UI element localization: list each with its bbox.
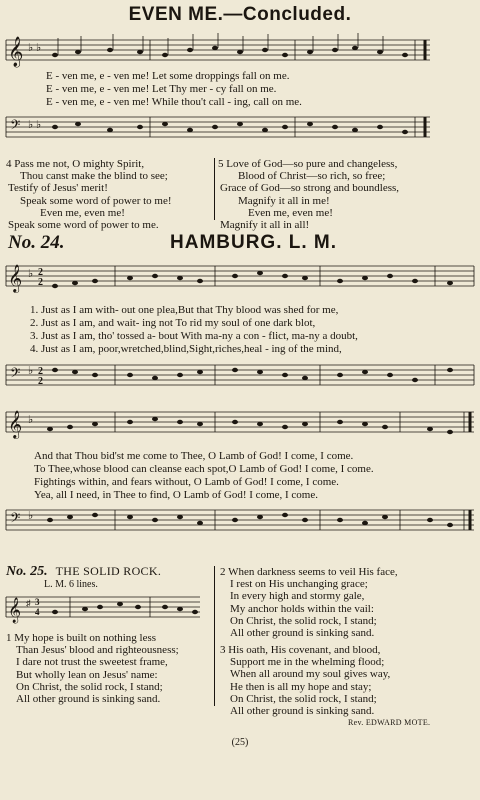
lyric-a-line-3: 3. Just as I am, tho' tossed a- bout With ma-ny a con - flict, ma-ny a doubt, [30,330,358,342]
hymn-number-25: No. 25. [6,564,48,579]
verse-number: 2 [220,566,226,578]
verse-number: 5 [218,158,224,170]
svg-text:𝄞: 𝄞 [8,597,22,622]
svg-text:♭: ♭ [28,510,34,522]
verse-4: 4 Pass me not, O mighty Spirit, Thou canst make the blind to see; Testify of Jesus' merit! Speak some word of power to me! Even me, even me! Speak some word of power to me. [6,158,172,232]
svg-text:𝄢: 𝄢 [10,367,21,384]
lyric-line-1: E - ven me, e - ven me! Let some droppings fall on me. [46,70,290,82]
lyric-a-line-2: 2. Just as I am, and wait- ing not To rid my soul of one dark blot, [30,317,316,329]
svg-text:𝄞: 𝄞 [8,412,23,438]
column-divider-2 [214,566,215,706]
staff-bass-hamburg-1 [0,360,480,400]
page-number: (25) [231,737,249,748]
svg-text:♭ ♭: ♭ ♭ [28,42,42,54]
hymn-heading-25 [6,562,161,580]
svg-text:4: 4 [35,607,40,617]
staff-treble-hamburg-1 [0,258,480,308]
staff-bass-even-me [0,112,480,152]
lyric-line-3: E - ven me, e - ven me! While thou't call - ing, call on me. [46,96,302,108]
staff-treble-solid-rock [0,592,210,632]
lyric-b-line-1: And that Thou bid'st me come to Thee, O Lamb of God! I come, I come. [34,450,354,462]
verse-number: 4 [6,158,12,170]
lyric-b-line-3: Fightings within, and fears without, O Lamb of God! I come, I come. [34,476,339,488]
svg-text:2: 2 [38,376,43,387]
verse-number: 1 [6,632,12,644]
svg-text:𝄞: 𝄞 [8,37,24,67]
hymn-title-even-me: EVEN ME.—Concluded. [128,4,352,25]
hymn-meter: L. M. 6 lines. [44,579,98,590]
svg-text:♭: ♭ [28,365,34,377]
column-divider [214,158,215,220]
hymn-number-24: No. 24. [8,232,65,253]
hymn-author: Rev. EDWARD MOTE. [348,718,431,727]
lyric-line-2: E - ven me, e - ven me! Let Thy mer - cy fall on me. [46,83,277,95]
lyric-a-line-4: 4. Just as I am, poor,wretched,blind,Sight,riches,heal - ing of the mind, [30,343,342,355]
lyric-b-line-2: To Thee,whose blood can cleanse each spot,O Lamb of God! I come, I come. [34,463,374,475]
svg-text:𝄢: 𝄢 [10,119,21,136]
verse-1: 1 My hope is built on nothing less Than Jesus' blood and righteousness; I dare not trust the sweetest frame, But wholly lean on Jesus' name: On Christ, the solid rock, I stand; All other ground is sinking sand. [6,632,179,706]
svg-text:2: 2 [38,366,43,377]
svg-text:𝄢: 𝄢 [10,512,21,529]
svg-text:♭: ♭ [28,414,34,426]
lyric-a-line-1: 1. Just as I am with- out one plea,But that Thy blood was shed for me, [30,304,339,316]
hymn-title-solid-rock: THE SOLID ROCK. [55,564,162,578]
verse-5: 5 Love of God—so pure and changeless, Blood of Christ—so rich, so free; Grace of God—so strong and boundless, Magnify it all in me! Even me, even me! Magnify it all in all! [218,158,400,232]
lyric-b-line-4: Yea, all I need, in Thee to find, O Lamb of God! I come, I come. [34,489,318,501]
svg-text:♭: ♭ [28,268,34,280]
svg-text:𝄞: 𝄞 [8,266,23,292]
staff-bass-hamburg-2 [0,505,480,545]
staff-treble-hamburg-2 [0,404,480,454]
svg-text:3: 3 [35,597,40,607]
hymn-title-hamburg: HAMBURG. L. M. [170,232,338,253]
svg-text:♭ ♭: ♭ ♭ [28,119,42,131]
svg-text:2: 2 [38,267,43,278]
verse-2: 2 When darkness seems to veil His face, I rest on His unchanging grace; In every high and stormy gale, My anchor holds within the vail: On Christ, the solid rock, I stand; All other ground is sinking sand. [220,566,398,640]
verse-number: 3 [220,644,226,656]
svg-text:2: 2 [38,277,43,288]
verse-3: 3 His oath, His covenant, and blood, Support me in the whelming flood; When all around my soul gives way, He then is all my hope and stay; On Christ, the solid rock, I stand; All other ground is sinking sand. [220,644,391,718]
svg-text:♯: ♯ [26,598,31,608]
